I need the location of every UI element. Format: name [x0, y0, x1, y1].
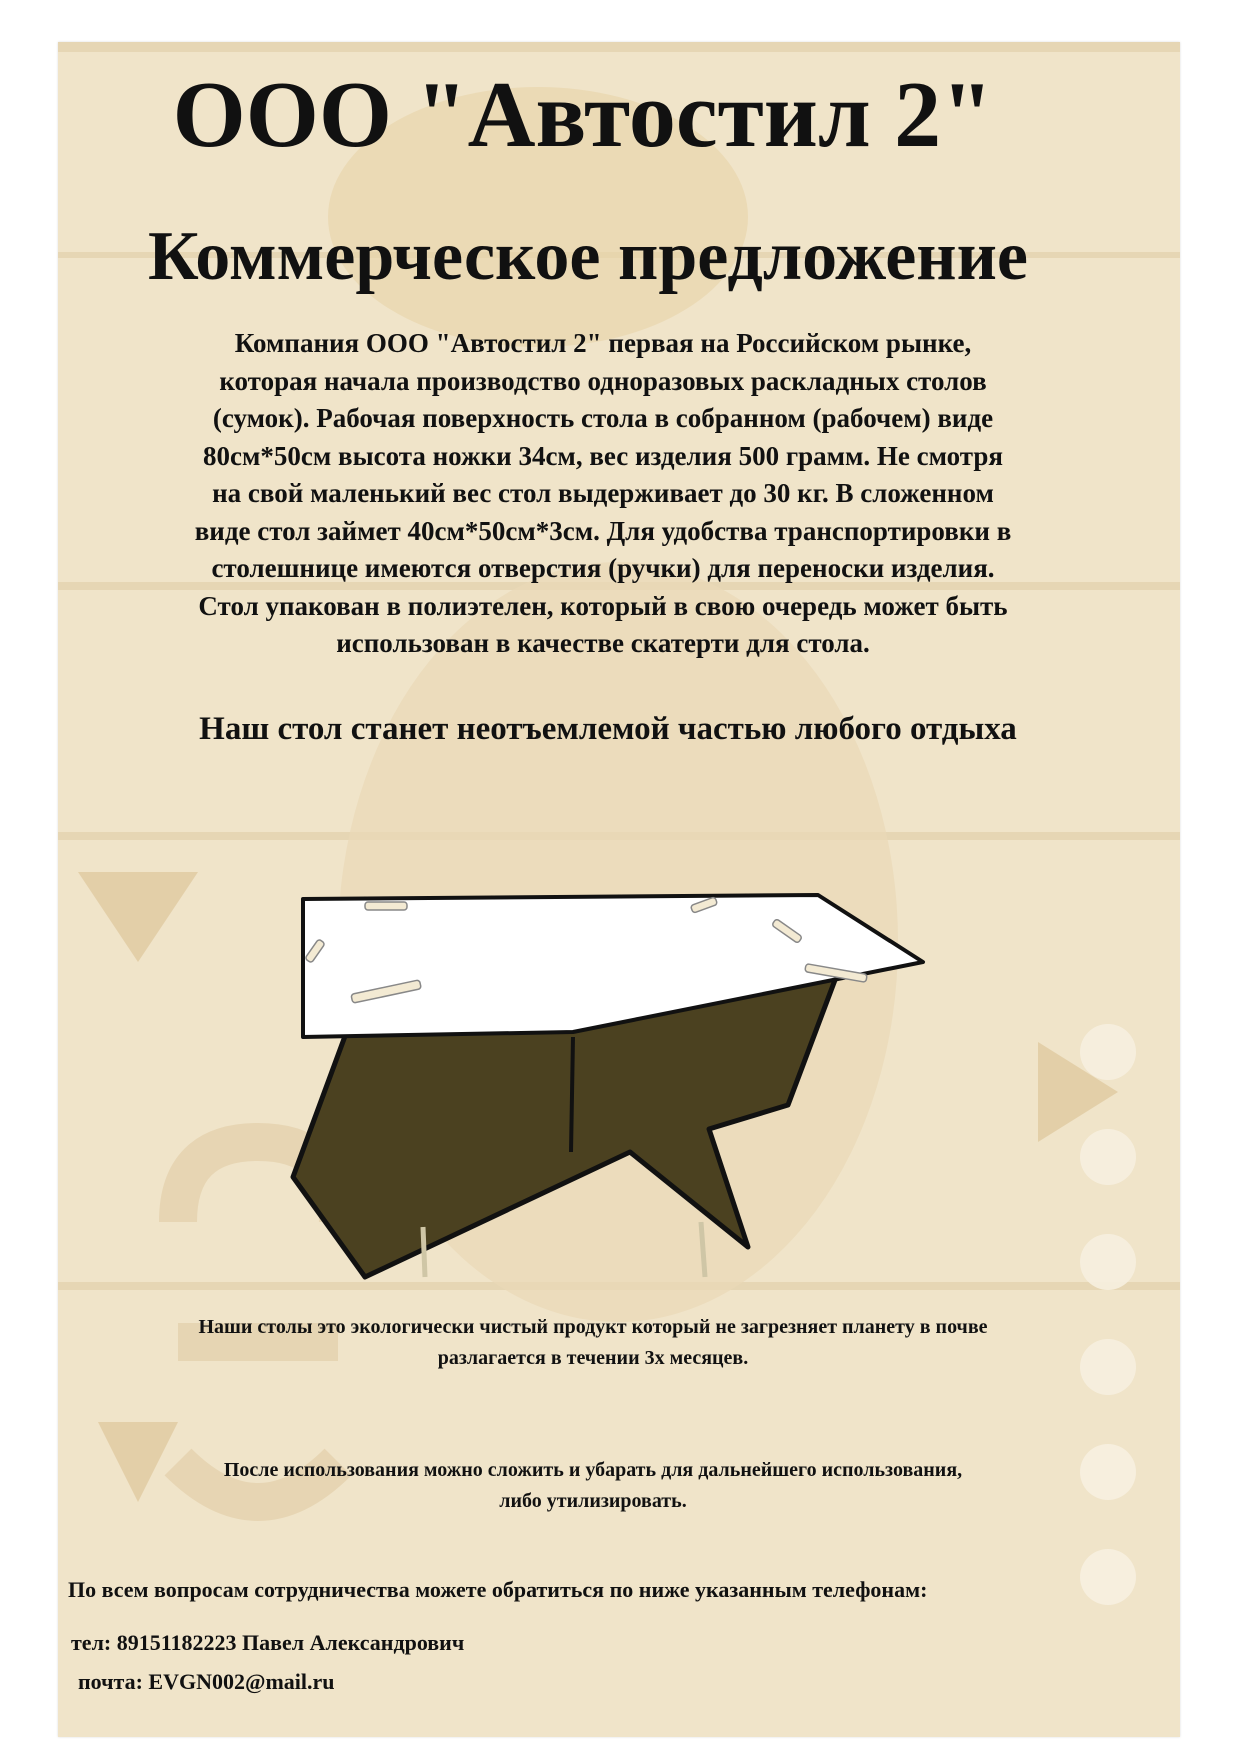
folding-table-image: [273, 847, 1033, 1297]
intro-line: использован в качестве скатерти для стола.: [336, 628, 870, 658]
intro-line: столешнице имеются отверстия (ручки) для переноски изделия.: [211, 553, 995, 583]
intro-line: Стол упакован в полиэтелен, который в свою очередь может быть: [198, 590, 1008, 621]
intro-line: (сумок). Рабочая поверхность стола в собранном (рабочем) виде: [212, 403, 994, 433]
intro-line: которая начала производство одноразовых раскладных столов: [219, 365, 987, 396]
tagline: Наш стол станет неотъемлемой частью любого отдыха: [199, 711, 1017, 747]
intro-line: на свой маленький вес стол выдерживает до 30 кг. В сложенном: [212, 478, 994, 508]
phone-contact[interactable]: тел: 89151182223 Павел Александрович: [71, 1630, 465, 1655]
reuse-statement: [58, 1455, 1128, 1517]
email-contact[interactable]: почта: EVGN002@mail.ru: [78, 1669, 335, 1694]
intro-line: 80см*50см высота ножки 34см, вес изделия 500 грамм. Не смотря: [202, 440, 1003, 471]
intro-paragraph: [68, 325, 1138, 663]
intro-line: виде стол займет 40см*50см*3см. Для удобства транспортировки в: [194, 515, 1012, 546]
contact-intro: По всем вопросам сотрудничества можете обратиться по ниже указанным телефонам:: [68, 1577, 928, 1602]
eco-line: Наши столы это экологически чистый продукт который не загрезняет планету в почве: [198, 1316, 988, 1338]
intro-line: Компания ООО "Автостил 2" первая на Российском рынке,: [234, 328, 972, 358]
eco-line: разлагается в течении 3х месяцев.: [437, 1347, 749, 1369]
reuse-line: После использования можно сложить и убарать для дальнейшего использования,: [223, 1459, 963, 1481]
flyer-page: [58, 42, 1180, 1737]
eco-statement: [58, 1312, 1128, 1374]
company-name: ООО "Автостил 2": [172, 63, 994, 167]
document-title: Коммерческое предложение: [148, 218, 1028, 295]
reuse-line: либо утилизировать.: [499, 1490, 687, 1512]
